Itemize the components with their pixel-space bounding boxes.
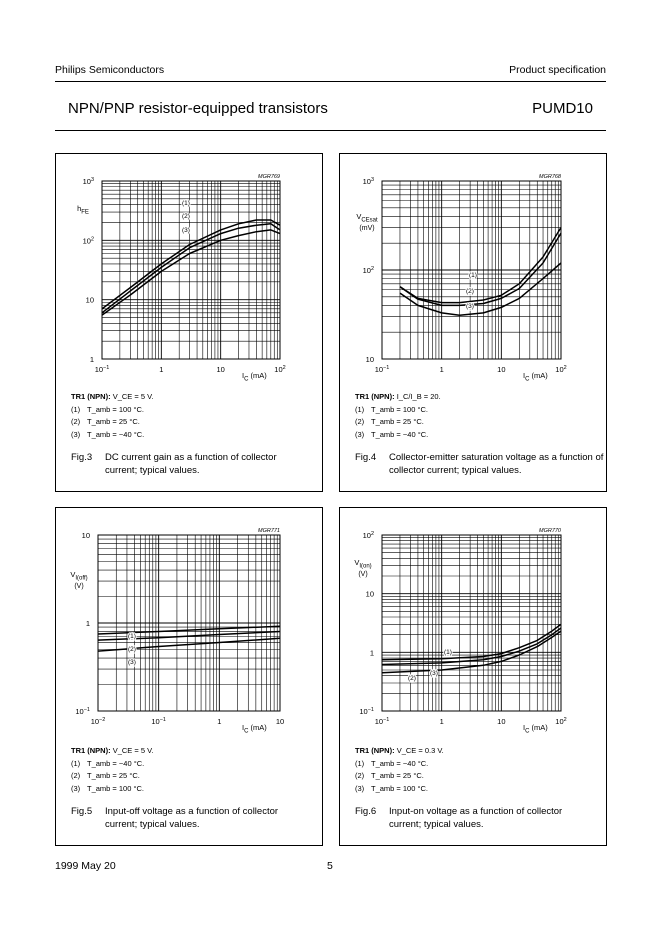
series-label: (2) xyxy=(182,213,190,220)
series-label: (1) xyxy=(182,200,190,207)
y-tick-label: $10^2$ xyxy=(362,266,374,275)
series-label: (1) xyxy=(469,272,477,279)
x-axis-label: $I_C$ (mA) xyxy=(523,371,548,383)
condition-text: T_amb = 25 °C. xyxy=(87,771,140,780)
series-label: (2) xyxy=(128,646,136,653)
y-tick-label: 1 xyxy=(89,355,94,364)
series-line xyxy=(98,638,280,651)
plot-frame xyxy=(102,181,280,359)
company-name: Philips Semiconductors xyxy=(55,64,165,76)
condition-num: (1) xyxy=(355,404,365,414)
x-axis-label: $I_C$ (mA) xyxy=(242,723,267,735)
condition-num: (3) xyxy=(355,783,365,793)
series-line xyxy=(400,233,561,305)
caption-fig3 xyxy=(71,451,305,477)
y-tick-label: $10^2$ xyxy=(362,531,374,540)
y-axis-label: $V_{CEsat}$ xyxy=(356,212,378,224)
figure-code: MGR768 xyxy=(538,174,561,180)
caption-fig5 xyxy=(71,805,305,831)
conditions-head: TR1 (NPN): xyxy=(71,746,111,755)
y-tick-label: 10 xyxy=(365,355,374,364)
condition-text: T_amb = 25 °C. xyxy=(371,417,424,426)
x-tick-label: 10 xyxy=(216,365,225,374)
y-tick-label: $10^3$ xyxy=(362,177,374,186)
x-tick-label: $10^2$ xyxy=(555,365,567,374)
series-label: (3) xyxy=(128,659,136,666)
condition-num: (1) xyxy=(71,404,81,414)
header-rule xyxy=(55,81,606,82)
x-tick-label: $10^{-1}$ xyxy=(151,717,166,726)
series-label: (3) xyxy=(182,227,190,234)
conditions-fig4 xyxy=(355,391,441,441)
x-tick-label: $10^2$ xyxy=(274,365,286,374)
condition-num: (2) xyxy=(355,417,365,426)
page-title: NPN/PNP resistor-equipped transistors xyxy=(68,100,328,117)
x-axis-label: $I_C$ (mA) xyxy=(523,723,548,735)
condition-num: (3) xyxy=(71,429,81,439)
series-label: (3) xyxy=(430,670,438,677)
caption-fig-number: Fig.6 xyxy=(355,806,377,817)
condition-text: T_amb = 100 °C. xyxy=(87,783,144,793)
condition-text: T_amb = −40 °C. xyxy=(371,758,429,768)
caption-fig-number: Fig.4 xyxy=(355,452,377,463)
y-axis-unit: (V) xyxy=(358,571,368,578)
chart-fig5 xyxy=(55,507,323,737)
x-tick-label: $10^{-1}$ xyxy=(94,365,110,374)
conditions-head-rest: I_C/I_B = 20. xyxy=(396,392,441,401)
condition-text: T_amb = 100 °C. xyxy=(371,404,428,414)
x-tick-label: $10^{-1}$ xyxy=(374,365,390,374)
caption-text: Collector-emitter saturation voltage as a function of collector current; typical values. xyxy=(389,452,604,476)
caption-fig6 xyxy=(355,805,594,831)
y-tick-label: 10 xyxy=(81,531,90,540)
x-tick-label: 10 xyxy=(497,365,506,374)
condition-text: T_amb = −40 °C. xyxy=(87,429,145,439)
series-label: (1) xyxy=(128,633,136,640)
y-axis-label: $V_{I(off)}$ xyxy=(70,570,88,582)
x-tick-label: 10 xyxy=(497,717,506,726)
figure-code: MGR769 xyxy=(257,174,280,180)
conditions-head: TR1 (NPN): xyxy=(355,746,395,755)
title-rule xyxy=(55,130,606,131)
x-tick-label: $10^{-2}$ xyxy=(90,717,106,726)
condition-num: (1) xyxy=(355,758,365,768)
part-number: PUMD10 xyxy=(532,100,593,117)
x-tick-label: 1 xyxy=(217,717,222,726)
caption-fig-number: Fig.5 xyxy=(71,806,93,817)
y-axis-unit: (mV) xyxy=(359,225,375,232)
conditions-head: TR1 (NPN): xyxy=(71,392,111,401)
plot-frame xyxy=(382,535,561,711)
y-tick-label: $10^2$ xyxy=(82,236,94,246)
x-tick-label: 1 xyxy=(439,717,444,726)
series-line xyxy=(400,228,561,303)
condition-text: T_amb = 100 °C. xyxy=(371,783,428,793)
figure-code: MGR771 xyxy=(257,528,280,534)
caption-text: Input-on voltage as a function of collector current; typical values. xyxy=(389,806,563,830)
series-label: (1) xyxy=(444,649,452,656)
x-axis-label: $I_C$ (mA) xyxy=(242,371,267,383)
condition-num: (2) xyxy=(71,417,81,426)
chart-fig3 xyxy=(55,153,323,383)
chart-fig4 xyxy=(339,153,607,383)
y-axis-unit: (V) xyxy=(74,583,84,590)
series-line xyxy=(400,263,561,315)
x-tick-label: $10^2$ xyxy=(555,717,567,726)
condition-text: T_amb = −40 °C. xyxy=(87,758,145,768)
figure-code: MGR770 xyxy=(538,528,561,534)
series-label: (2) xyxy=(408,675,416,682)
conditions-head-rest: V_CE = 0.3 V. xyxy=(396,746,444,755)
x-tick-label: $10^{-1}$ xyxy=(374,717,390,726)
y-tick-label: 1 xyxy=(85,619,90,628)
chart-fig6 xyxy=(339,507,607,737)
series-label: (3) xyxy=(466,303,474,310)
caption-text: Input-off voltage as a function of collector current; typical values. xyxy=(105,806,279,830)
conditions-fig6 xyxy=(355,745,444,795)
y-tick-label: 10 xyxy=(85,295,94,305)
condition-text: T_amb = −40 °C. xyxy=(371,429,429,439)
x-tick-label: 10 xyxy=(275,717,285,726)
series-line xyxy=(382,624,561,659)
y-axis-label: $V_{I(on)}$ xyxy=(354,558,372,570)
y-tick-label: $10^{-1}$ xyxy=(359,707,374,716)
series-label: (2) xyxy=(466,288,474,295)
document-type: Product specification xyxy=(509,64,606,76)
page-number: 5 xyxy=(327,860,333,872)
conditions-head-rest: V_CE = 5 V. xyxy=(112,746,154,755)
y-axis-label: $h_{FE}$ xyxy=(77,204,89,216)
conditions-head: TR1 (NPN): xyxy=(355,392,395,401)
condition-text: T_amb = 25 °C. xyxy=(371,771,424,780)
y-tick-label: 10 xyxy=(365,589,374,599)
footer-date: 1999 May 20 xyxy=(55,860,116,872)
x-tick-label: 1 xyxy=(159,365,164,374)
conditions-head-rest: V_CE = 5 V. xyxy=(112,392,154,401)
condition-num: (2) xyxy=(355,771,365,780)
condition-num: (1) xyxy=(71,758,81,768)
caption-text: DC current gain as a function of collector current; typical values. xyxy=(105,452,277,476)
caption-fig4 xyxy=(355,451,604,477)
condition-text: T_amb = 100 °C. xyxy=(87,404,144,414)
condition-num: (3) xyxy=(71,783,81,793)
x-tick-label: 1 xyxy=(439,365,444,374)
y-tick-label: 1 xyxy=(369,648,374,658)
caption-fig-number: Fig.3 xyxy=(71,452,93,463)
y-tick-label: $10^3$ xyxy=(82,177,94,186)
y-tick-label: $10^{-1}$ xyxy=(75,707,90,716)
condition-num: (3) xyxy=(355,429,365,439)
condition-num: (2) xyxy=(71,771,81,780)
condition-text: T_amb = 25 °C. xyxy=(87,417,140,426)
conditions-fig5 xyxy=(71,745,153,795)
conditions-fig3 xyxy=(71,391,153,441)
